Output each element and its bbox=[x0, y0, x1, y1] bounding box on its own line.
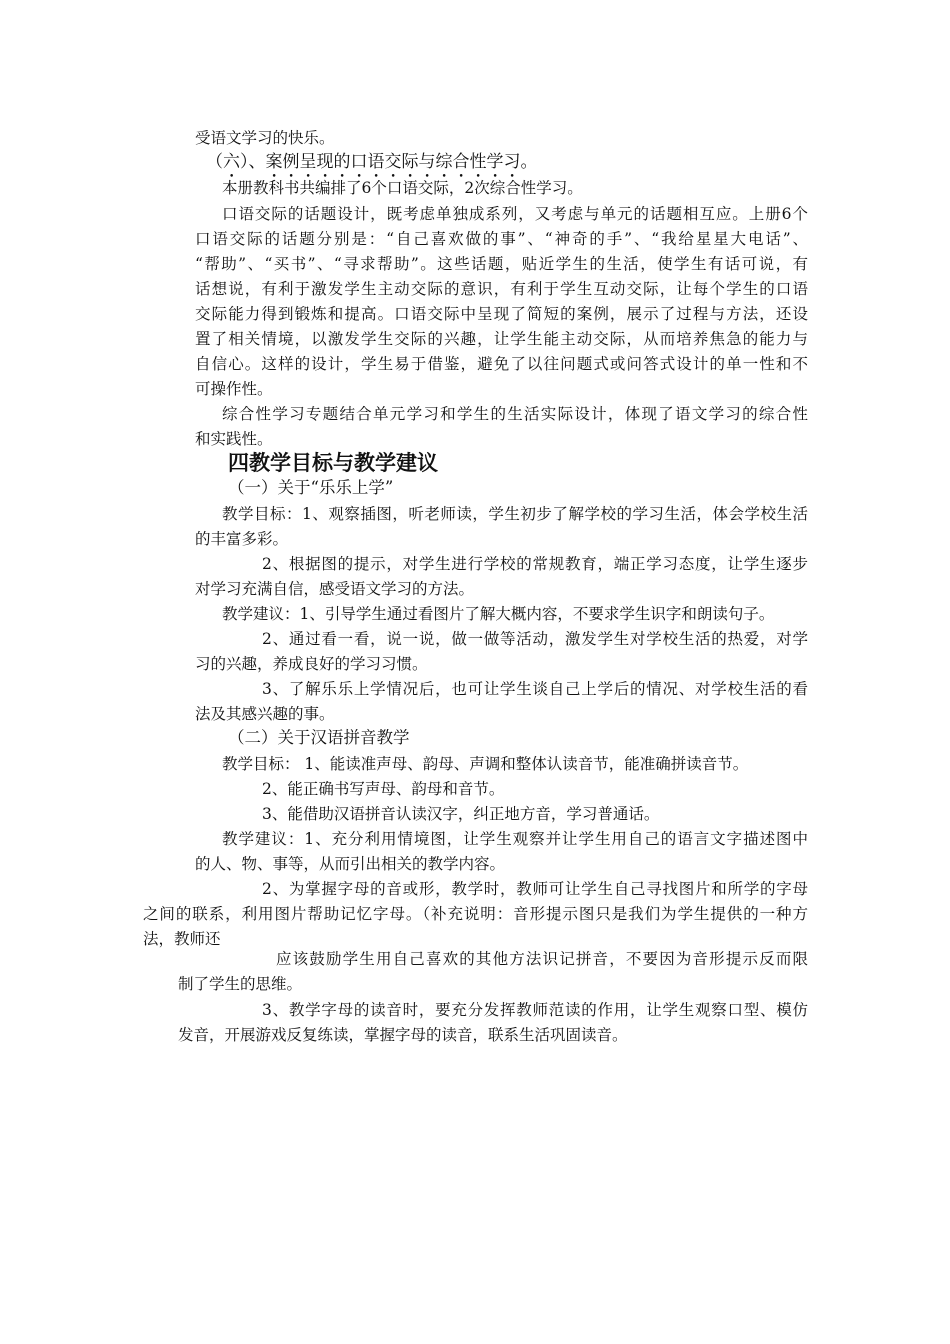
integrated-paragraph-line: 综合性学习专题结合单元学习和学生的生活实际设计，体现了语文学习的综合性 bbox=[222, 405, 808, 423]
part-2-heading: （二）关于汉语拼音教学 bbox=[228, 728, 410, 747]
part-1-goal-line: 2、根据图的提示，对学生进行学校的常规教育，端正学习态度，让学生逐步 bbox=[262, 555, 808, 573]
part-2-advice-line: 3、教学字母的读音时，要充分发挥教师范读的作用，让学生观察口型、模仿 bbox=[262, 1001, 808, 1019]
part-1-goal-line: 的丰富多彩。 bbox=[195, 530, 289, 548]
part-2-advice-line: 的人、物、事等，从而引出相关的教学内容。 bbox=[195, 855, 506, 873]
oral-paragraph-line: 可操作性。 bbox=[195, 380, 273, 398]
part-2-advice-line: 之间的联系，利用图片帮助记忆字母。（补充说明：音形提示图只是我们为学生提供的一种方 bbox=[143, 905, 808, 923]
part-2-goal-line: 3、能借助汉语拼音认读汉字，纠正地方音，学习普通话。 bbox=[262, 805, 660, 823]
section-6-heading-text: （六）、案例呈现的口语交际与综合性学习。 bbox=[206, 152, 538, 172]
oral-paragraph-line: 置了相关情境，以激发学生交际的兴趣，让学生能主动交际，从而培养焦急的能力与 bbox=[195, 330, 808, 348]
section-4-heading: 四教学目标与教学建议 bbox=[228, 451, 438, 475]
part-2-goal-line: 教学目标： 1、能读准声母、韵母、声调和整体认读音节，能准确拼读音节。 bbox=[222, 755, 749, 773]
part-2-advice-line: 应该鼓励学生用自己喜欢的其他方法识记拼音，不要因为音形提示反而限 bbox=[276, 950, 808, 968]
part-1-goal-line: 对学习充满自信，感受语文学习的方法。 bbox=[195, 580, 475, 598]
oral-paragraph-line: 口语交际的话题设计，既考虑单独成系列，又考虑与单元的话题相互应。上册6个 bbox=[222, 205, 808, 223]
part-1-advice-line: 3、了解乐乐上学情况后，也可让学生谈自己上学后的情况、对学校生活的看 bbox=[262, 680, 808, 698]
integrated-paragraph-line: 和实践性。 bbox=[195, 430, 273, 448]
section-6-intro: 本册教科书共编排了6个口语交际，2次综合性学习。 bbox=[222, 179, 583, 197]
part-1-heading: （一）关于“乐乐上学” bbox=[228, 478, 394, 497]
part-2-advice-line: 法，教师还 bbox=[143, 930, 221, 948]
part-1-advice-line: 教学建议：1、引导学生通过看图片了解大概内容，不要求学生识字和朗读句子。 bbox=[222, 605, 775, 623]
oral-paragraph-line: 话想说，有利于激发学生主动交际的意识，有利于学生互动交际，让每个学生的口语 bbox=[195, 280, 808, 298]
oral-paragraph-line: 交际能力得到锻炼和提高。口语交际中呈现了简短的案例，展示了过程与方法，还设 bbox=[195, 305, 808, 323]
part-2-advice-line: 2、为掌握字母的音或形，教学时，教师可让学生自己寻找图片和所学的字母 bbox=[262, 880, 808, 898]
part-2-goal-line: 2、能正确书写声母、韵母和音节。 bbox=[262, 780, 505, 798]
oral-paragraph-line: 自信心。这样的设计，学生易于借鉴，避免了以往问题式或问答式设计的单一性和不 bbox=[195, 355, 808, 373]
part-1-advice-line: 法及其感兴趣的事。 bbox=[195, 705, 335, 723]
part-2-advice-line: 教学建议：1、充分利用情境图，让学生观察并让学生用自己的语言文字描述图中 bbox=[222, 830, 808, 848]
part-2-advice-line: 制了学生的思维。 bbox=[178, 975, 303, 993]
part-1-advice-line: 2、通过看一看，说一说，做一做等活动，激发学生对学校生活的热爱，对学 bbox=[262, 630, 808, 648]
oral-paragraph-line: “帮助”、“买书”、“寻求帮助”。这些话题，贴近学生的生活，使学生有话可说，有 bbox=[195, 255, 808, 273]
part-1-advice-line: 习的兴趣，养成良好的学习习惯。 bbox=[195, 655, 428, 673]
part-2-advice-line: 发音，开展游戏反复练读，掌握字母的读音，联系生活巩固读音。 bbox=[178, 1026, 628, 1044]
continued-line: 受语文学习的快乐。 bbox=[195, 129, 335, 147]
part-1-goal-line: 教学目标：1、观察插图，听老师读，学生初步了解学校的学习生活，体会学校生活 bbox=[222, 505, 808, 523]
oral-paragraph-line: 口语交际的话题分别是：“自己喜欢做的事”、“神奇的手”、“我给星星大电话”、 bbox=[195, 230, 808, 248]
